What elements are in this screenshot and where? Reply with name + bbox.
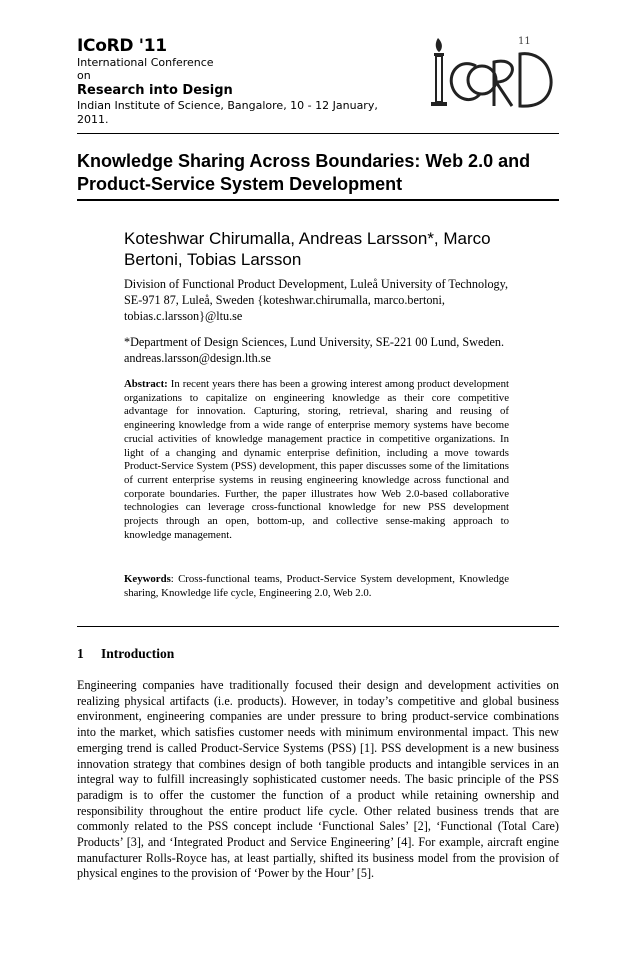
- conference-subtitle: International Conference: [77, 56, 214, 69]
- header-rule: [77, 133, 559, 134]
- abstract-text: In recent years there has been a growing interest among product development organizations to capitalize on engineering knowledge as their core competitive advantage for innovation. Capturing, storing, retrieval, sharing and reusing of engineering knowledge from a wide range of enterprise memory systems have become crucial activities of knowledge management practice in competitive organizations. In light of a changing and dynamic enterprise definition, including a move towards Product-Service System (PSS) development, this paper discusses some of the limitations of current enterprise systems in reusing engineering knowledge across functional and corporate boundaries. Further, the paper illustrates how Web 2.0-based collaborative technologies can leverage cross-functional knowledge for new PSS development projects through an open, bottom-up, and collective sense-making approach to knowledge management.: [124, 378, 509, 541]
- keywords: [124, 572, 509, 600]
- title-rule: [77, 199, 559, 201]
- conference-name: ICoRD '11: [77, 36, 167, 56]
- keywords-text: : Cross-functional teams, Product-Service System development, Knowledge sharing, Knowledge life cycle, Engineering 2.0, Web 2.0.: [124, 573, 509, 599]
- body-paragraph: Engineering companies have traditionally focused their design and development activities on realizing physical artifacts (i.e. products). However, in today’s competitive and global business environment, engineering companies are under pressure to bring product-service combinations into the market, which satisfies customer needs with minimum environmental impact. This new emerging trend is called Product-Service Systems (PSS) [1]. PSS development is a new business innovation strategy that combines design of both tangible products and intangible services in an integral way to fulfill increasingly sophisticated customer needs. The basic principle of the PSS paradigm is to offer the customer the function of a product while retaining ownership and responsibility throughout the entire product life cycle. Other related business trends that are commonly related to the PSS concept include ‘Functional Sales’ [2], ‘Functional (Total Care) Products’ [3], and ‘Integrated Product and Service Engineering’ [4]. For example, aircraft engine manufacturer Rolls-Royce has, at least partially, shifted its business model from the provision of physical engines to the provision of ‘Power by the Hour’ [5].: [77, 678, 559, 881]
- icord-logo: [420, 28, 560, 112]
- keywords-label: Keywords: [124, 573, 171, 585]
- section-heading: [77, 646, 174, 662]
- affiliation-1: Division of Functional Product Development, Luleå University of Technology, SE-971 87, Luleå, Sweden {koteshwar.chirumalla, marco.bertoni, tobias.c.larsson}@ltu.se: [124, 277, 508, 323]
- section-number: 1: [77, 646, 84, 661]
- logo-edition: 11: [518, 36, 531, 47]
- section-title: Introduction: [101, 646, 175, 661]
- author-list: Koteshwar Chirumalla, Andreas Larsson*, Marco Bertoni, Tobias Larsson: [124, 229, 491, 269]
- paper-title: Knowledge Sharing Across Boundaries: Web 2.0 and Product-Service System Development: [77, 151, 531, 194]
- abstract-label: Abstract:: [124, 378, 168, 390]
- abstract: [124, 378, 509, 542]
- conference-header: [77, 36, 407, 127]
- conference-venue: Indian Institute of Science, Bangalore, 10 - 12 January, 2011.: [77, 99, 378, 126]
- affiliation-2: *Department of Design Sciences, Lund University, SE-221 00 Lund, Sweden. andreas.larsson@design.lth.se: [124, 335, 504, 365]
- conference-theme: Research into Design: [77, 83, 233, 98]
- conference-on: on: [77, 69, 91, 82]
- section-rule: [77, 626, 559, 627]
